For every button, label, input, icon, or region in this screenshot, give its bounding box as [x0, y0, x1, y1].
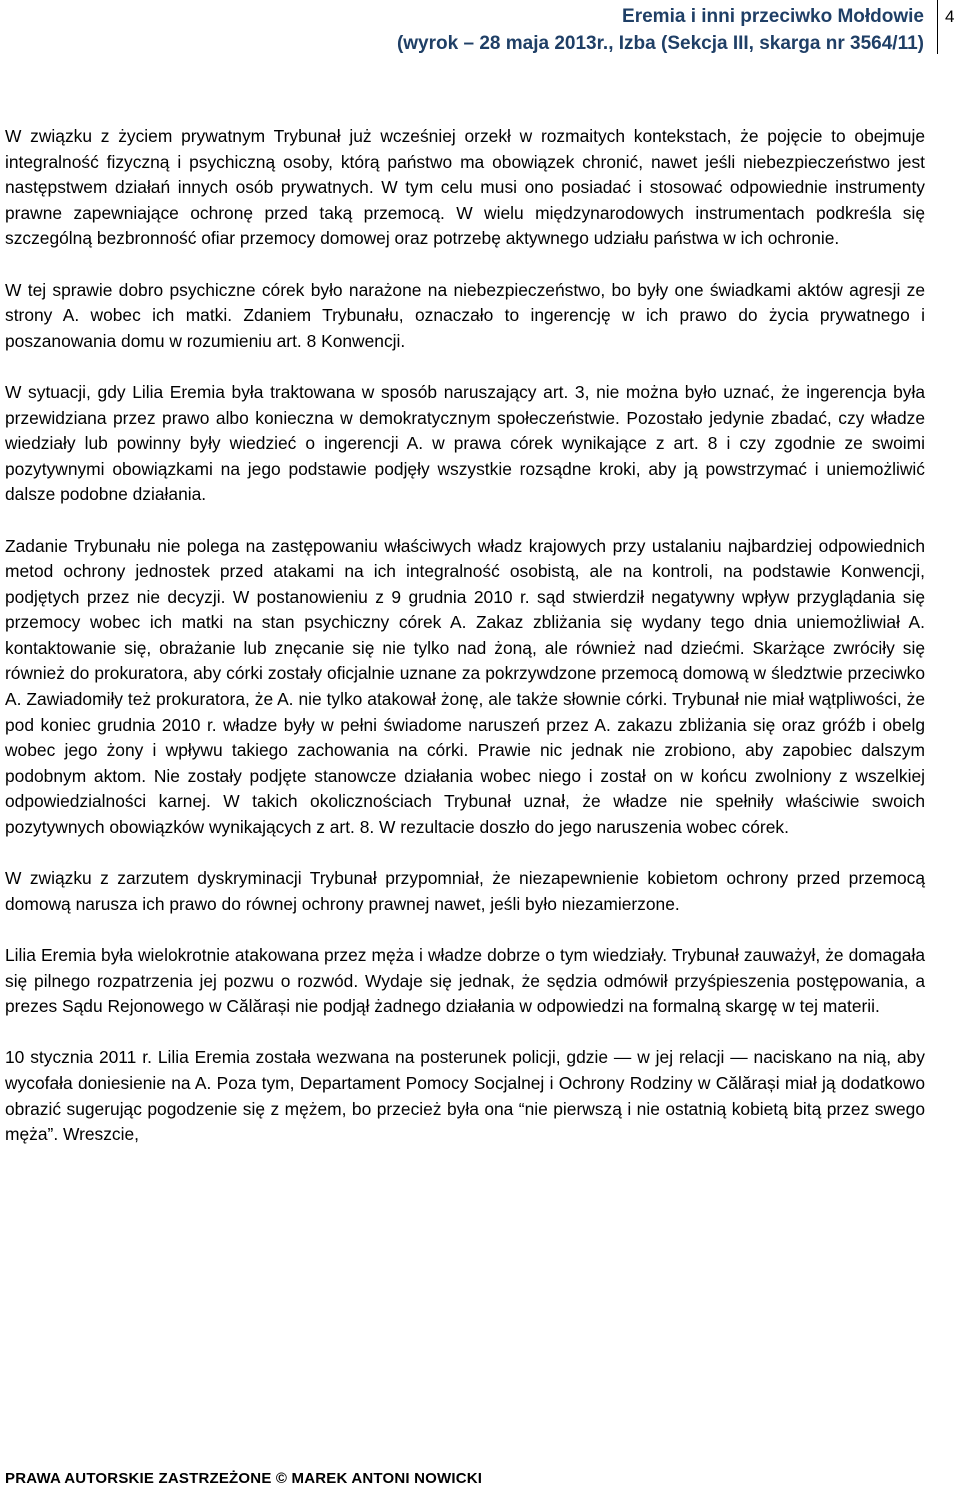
paragraph: W tej sprawie dobro psychiczne córek było narażone na niebezpieczeństwo, bo były one świadkami aktów agresji ze strony A. wobec ich matki. Zdaniem Trybunału, oznaczało to ingerencję w ich prawo do życia prywatnego i poszanowania domu w rozumieniu art. 8 Konwencji. [5, 279, 925, 351]
paragraph: 10 stycznia 2011 r. Lilia Eremia została wezwana na posterunek policji, gdzie — w jej relacji — naciskano na nią, aby wycofała doniesienie na A. Poza tym, Departament Pomocy Socjalnej i Ochrony Rodziny w Călărași miał ją dodatkowo obrazić sugerując pogodzenie się z mężem, bo przecież była ona “nie pierwszą i nie ostatnią kobietą bitą przez swego męża”. Wreszcie, [5, 1047, 925, 1145]
document-title-line-1: Eremia i inni przeciwko Mołdowie [622, 6, 924, 27]
header-divider [937, 0, 938, 54]
page-number: 4 [945, 7, 955, 26]
paragraph: Lilia Eremia była wielokrotnie atakowana przez męża i władze dobrze o tym wiedziały. Trybunał zauważył, że domagała się pilnego rozpatrzenia jej pozwu o rozwód. Wydaje się jednak, że sędzia odmówił przyśpieszenia postępowania, a prezes Sądu Rejonowego w Călărași nie podjął żadnego działania w odpowiedzi na formalną skargę w tej materii. [5, 945, 925, 1017]
document-body [5, 124, 925, 1148]
copyright-footer: PRAWA AUTORSKIE ZASTRZEŻONE © MAREK ANTONI NOWICKI [5, 1470, 483, 1487]
document-title [397, 3, 924, 57]
paragraph: Zadanie Trybunału nie polega na zastępowaniu właściwych władz krajowych przy ustalaniu najbardziej odpowiednich metod ochrony jednostek przed atakami na ich integralność osobistą, ale na kontroli, na podstawie Konwencji, podjętych przez nie decyzji. W postanowieniu z 9 grudnia 2010 r. sąd stwierdził negatywny wpływ przyglądania się przemocy wobec ich matki na stan psychiczny córek A. Zakaz zbliżania się wydany tego dnia uniemożliwiał A. kontaktowanie się, obrażanie lub znęcanie się nie tylko nad żoną, ale również nad dziećmi. Skarżące zwróciły się również do prokuratora, aby córki zostały oficjalnie uznane za pokrzywdzone przemocą domową w śledztwie przeciwko A. Zawiadomiły też prokuratora, że A. nie tylko atakował żonę, ale także słownie córki. Trybunał nie miał wątpliwości, że pod koniec grudnia 2010 r. władze były w pełni świadome naruszeń przez A. zakazu zbliżania się oraz gróźb i obelg wobec jego żony i wpływu takiego zachowania na córki. Prawie nic jednak nie zrobiono, aby zapobiec dalszym podobnym aktom. Nie zostały podjęte stanowcze działania wobec niego i został on w końcu zwolniony z wszelkiej odpowiedzialności karnej. W takich okolicznościach Trybunał uznał, że władze nie spełniły właściwie swoich pozytywnych obowiązków wynikających z art. 8. W rezultacie doszło do jego naruszenia wobec córek. [5, 535, 925, 838]
page-header [0, 0, 960, 54]
paragraph: W związku z życiem prywatnym Trybunał już wcześniej orzekł w rozmaitych kontekstach, że pojęcie to obejmuje integralność fizyczną i psychiczną osoby, którą państwo ma obowiązek chronić, nawet jeśli niebezpieczeństwo jest następstwem działań innych osób prywatnych. W tym celu musi ono posiadać i stosować odpowiednie instrumenty prawne zapewniające ochronę przed taką przemocą. W wielu międzynarodowych instrumentach podkreśla się szczególną bezbronność ofiar przemocy domowej oraz potrzebę aktywnego udziału państwa w ich ochronie. [5, 126, 925, 249]
paragraph: W związku z zarzutem dyskryminacji Trybunał przypomniał, że niezapewnienie kobietom ochrony przed przemocą domową narusza ich prawo do równej ochrony prawnej nawet, jeśli było niezamierzone. [5, 868, 925, 914]
paragraph: W sytuacji, gdy Lilia Eremia była traktowana w sposób naruszający art. 3, nie można było uznać, że ingerencja była przewidziana przez prawo albo konieczna w demokratycznym społeczeństwie. Pozostało jedynie zbadać, czy władze wiedziały lub powinny były wiedzieć o ingerencji A. w prawa córek wynikające z art. 8 i czy zgodnie ze swoimi pozytywnymi obowiązkami na jego podstawie podjęły wszystkie rozsądne kroki, aby ją powstrzymać i uniemożliwić dalsze podobne działania. [5, 381, 925, 505]
document-title-line-2: (wyrok – 28 maja 2013r., Izba (Sekcja III, skarga nr 3564/11) [396, 33, 924, 54]
